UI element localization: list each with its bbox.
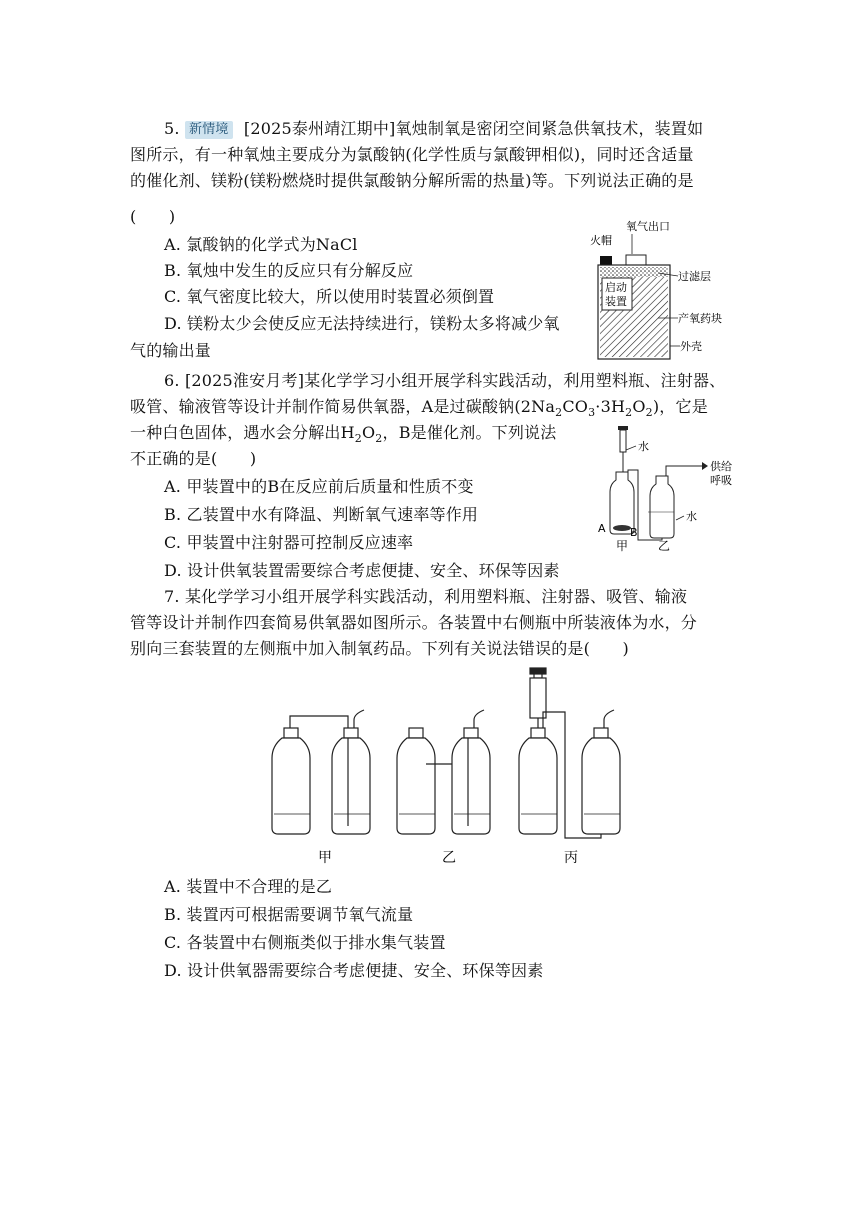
bottle-bing-left bbox=[519, 728, 557, 834]
oxygen-candle-figure bbox=[588, 218, 738, 364]
cap-label: 火帽 bbox=[590, 234, 612, 247]
filter-label: 过滤层 bbox=[678, 270, 711, 283]
q5-option-a: A. 氯酸钠的化学式为NaCl bbox=[164, 235, 358, 254]
q7-stem-1: 7. 某化学学习小组开展学科实践活动，利用塑料瓶、注射器、吸管、输液 bbox=[164, 587, 688, 606]
q5-option-c: C. 氧气密度比较大，所以使用时装置必须倒置 bbox=[164, 287, 495, 306]
q7-stem-3: 别向三套装置的左侧瓶中加入制氧药品。下列有关说法错误的是( ) bbox=[130, 639, 629, 658]
q5-stem-3: 的催化剂、镁粉(镁粉燃烧时提供氯酸钠分解所需的热量)等。下列说法正确的是 bbox=[130, 171, 694, 190]
new-context-badge: 新情境 bbox=[185, 121, 233, 139]
q5-option-b: B. 氧烛中发生的反应只有分解反应 bbox=[164, 261, 414, 280]
shell-label: 外壳 bbox=[680, 340, 702, 353]
starter-label-1: 启动 bbox=[605, 281, 627, 294]
q6-stem-4: 不正确的是( ) bbox=[130, 449, 257, 468]
q7-option-a: A. 装置中不合理的是乙 bbox=[164, 877, 333, 896]
supply-label-2: 呼吸 bbox=[710, 474, 732, 487]
q6-apparatus-figure bbox=[592, 424, 738, 554]
bottle-yi-right bbox=[452, 728, 490, 834]
q6-option-d: D. 设计供氧装置需要综合考虑便捷、安全、环保等因素 bbox=[164, 561, 560, 580]
q6-stem-3: 一种白色固体，遇水会分解出$H_2O_2$，B是催化剂。下列说法 bbox=[130, 423, 557, 446]
supply-label-1: 供给 bbox=[710, 460, 732, 473]
block-label: 产氧药块 bbox=[678, 312, 722, 325]
bottle-yi-left bbox=[397, 728, 435, 834]
q7-option-b: B. 装置丙可根据需要调节氧气流量 bbox=[164, 905, 414, 924]
q5-number: 5. bbox=[164, 119, 180, 138]
label-b: B bbox=[630, 526, 638, 539]
q5-line1 bbox=[164, 116, 703, 142]
label-a: A bbox=[598, 522, 606, 535]
q5-answer-blank: ( ) bbox=[130, 207, 176, 226]
label-yi: 乙 bbox=[658, 539, 671, 553]
bottle-jia-left bbox=[272, 728, 310, 834]
label-jia: 甲 bbox=[616, 539, 629, 553]
filter-layer bbox=[600, 267, 668, 277]
q5-stem-1: [2025泰州靖江期中]氧烛制氧是密闭空间紧急供氧技术，装置如 bbox=[243, 119, 704, 138]
water-label-1: 水 bbox=[638, 440, 649, 453]
q7-option-d: D. 设计供氧器需要综合考虑便捷、安全、环保等因素 bbox=[164, 961, 544, 980]
bottle-jia-right bbox=[332, 728, 370, 834]
bottle-yi bbox=[650, 476, 674, 538]
q5-option-d: D. 镁粉太少会使反应无法持续进行，镁粉太多将减少氧 bbox=[164, 314, 560, 333]
q5-option-d-cont: 气的输出量 bbox=[130, 341, 212, 360]
label-yi: 乙 bbox=[442, 850, 456, 866]
bottle-bing-right bbox=[582, 728, 620, 834]
q7-stem-2: 管等设计并制作四套简易供氧器如图所示。各装置中右侧瓶中所装液体为水，分 bbox=[130, 613, 698, 632]
bottle-jia bbox=[610, 472, 634, 534]
q7-option-c: C. 各装置中右侧瓶类似于排水集气装置 bbox=[164, 933, 446, 952]
water-label-2: 水 bbox=[686, 510, 697, 523]
starter-label-2: 装置 bbox=[605, 295, 627, 308]
q7-apparatus-figure bbox=[268, 664, 648, 874]
outlet-block bbox=[626, 255, 646, 265]
q6-option-c: C. 甲装置中注射器可控制反应速率 bbox=[164, 533, 414, 552]
q6-stem-2: 吸管、输液管等设计并制作简易供氧器，A是过碳酸钠$(2Na_2CO_3\cdot 3H_2O_2)$，它是 bbox=[130, 397, 708, 420]
q5-stem-2: 图所示，有一种氧烛主要成分为氯酸钠(化学性质与氯酸钾相似)，同时还含适量 bbox=[130, 145, 694, 164]
q6-option-a: A. 甲装置中的B在反应前后质量和性质不变 bbox=[164, 477, 474, 496]
q6-stem-1: 6. [2025淮安月考]某化学学习小组开展学科实践活动，利用塑料瓶、注射器、 bbox=[164, 371, 726, 390]
q6-option-b: B. 乙装置中水有降温、判断氧气速率等作用 bbox=[164, 505, 479, 524]
label-jia: 甲 bbox=[318, 850, 332, 866]
cap-block bbox=[600, 256, 612, 265]
outlet-label: 氧气出口 bbox=[626, 220, 670, 233]
label-bing: 丙 bbox=[564, 850, 578, 866]
